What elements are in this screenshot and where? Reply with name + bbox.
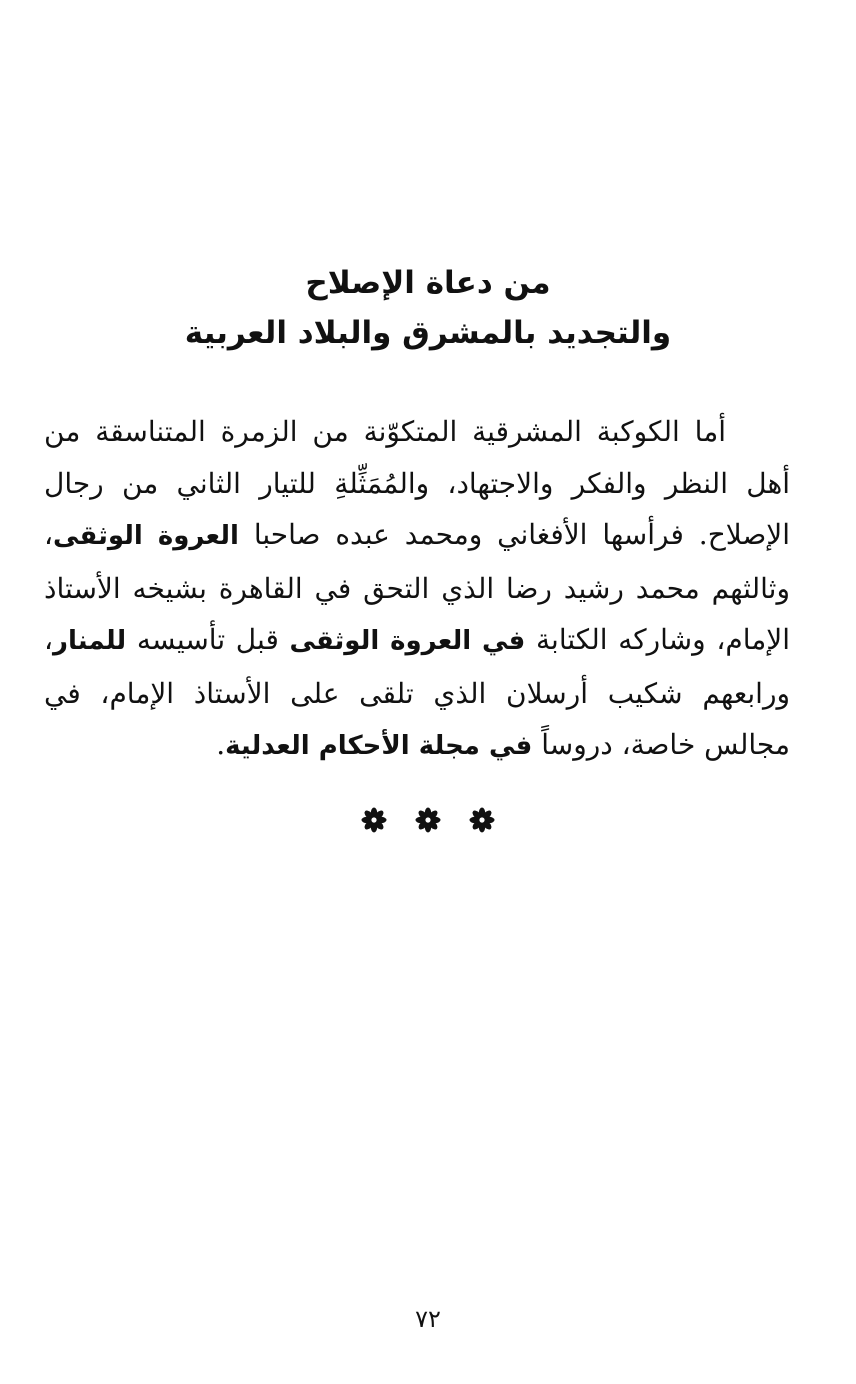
asterism-flower-icon bbox=[415, 807, 441, 833]
bold-term-3: للمنار bbox=[53, 626, 127, 656]
section-separator bbox=[0, 800, 856, 840]
chapter-heading bbox=[40, 258, 816, 358]
text-segment-1: أما الكوكبة المشرقية المتكوّنة من الزمرة المتناسقة من أهل النظر والفكر والاجتهاد، والمُمَثِّلةِ للتيار الثاني من رجال الإصلاح. فرأسها الأفغاني ومحمد عبده صاحبا bbox=[44, 415, 790, 551]
body-paragraph bbox=[44, 406, 790, 773]
text-segment-3: قبل تأسيسه bbox=[126, 623, 290, 656]
text-segment-2: ، وثالثهم محمد رشيد رضا الذي التحق في القاهرة بشيخه الأستاذ الإمام، وشاركه الكتابة bbox=[44, 518, 790, 656]
body-paragraph-block bbox=[44, 406, 790, 773]
page-number: ٧٢ bbox=[415, 1305, 441, 1333]
bold-term-1: العروة الوثقى bbox=[53, 521, 239, 551]
heading-line-1: من دعاة الإصلاح bbox=[305, 265, 551, 301]
bold-term-4: في مجلة الأحكام العدلية bbox=[225, 731, 533, 761]
asterism-flower-icon bbox=[361, 807, 387, 833]
asterism-flower-icon bbox=[469, 807, 495, 833]
text-segment-5: . bbox=[216, 728, 226, 761]
text-segment-4: ، ورابعهم شكيب أرسلان الذي تلقى على الأستاذ الإمام، في مجالس خاصة، دروساً bbox=[44, 623, 790, 761]
heading-line-2: والتجديد بالمشرق والبلاد العربية bbox=[184, 315, 672, 351]
bold-term-2: في العروة الوثقى bbox=[289, 626, 526, 656]
